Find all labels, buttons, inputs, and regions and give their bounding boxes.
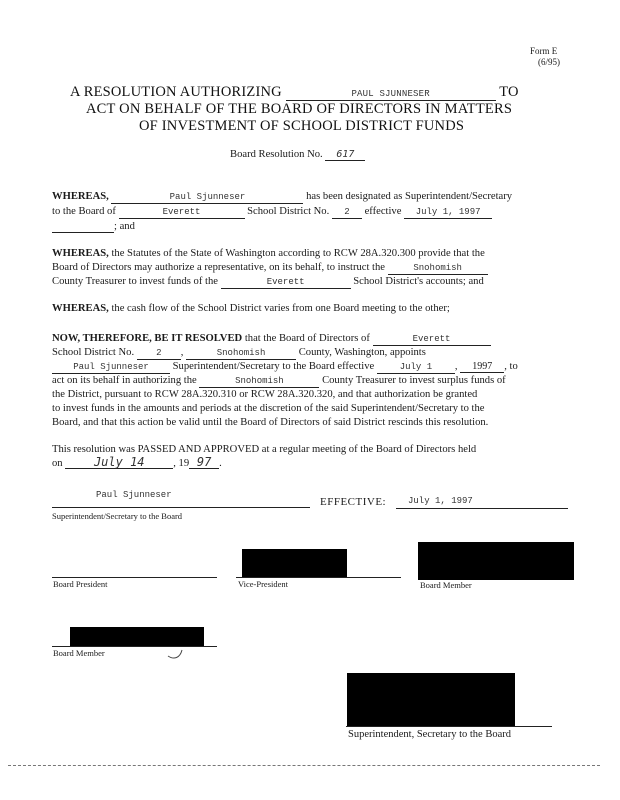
- resolved-district-no: 2: [137, 348, 181, 360]
- whereas2-text1: the Statutes of the State of Washington according to RCW 28A.320.300 provide that the: [111, 248, 485, 259]
- whereas3-lead: WHEREAS,: [52, 303, 109, 314]
- form-date: (6/95): [538, 57, 560, 67]
- title-prefix: A RESOLUTION AUTHORIZING: [70, 84, 282, 100]
- vp-label: Vice-President: [238, 579, 288, 589]
- redacted-vp-signature: [242, 549, 347, 577]
- whereas1-text1: has been designated as Superintendent/Secretary: [306, 191, 513, 202]
- whereas2-text3: County Treasurer to invest funds of the: [52, 276, 218, 287]
- whereas3-line: [52, 302, 450, 315]
- form-id: Form E: [530, 46, 558, 56]
- resolved-text3: County, Washington, appoints: [298, 347, 426, 358]
- passed-year: 97: [189, 457, 219, 469]
- resolved-text7: County Treasurer to invest surplus funds of: [322, 375, 506, 386]
- whereas2-text4: School District's accounts; and: [353, 276, 484, 287]
- resolved-board: Everett: [373, 334, 491, 346]
- resolved-effective-year: 1997: [460, 361, 504, 373]
- resolution-number-row: [230, 148, 365, 161]
- resolved-county: Snohomish: [186, 348, 296, 360]
- redacted-member2-signature: [70, 627, 204, 647]
- resolution-number: 617: [325, 149, 365, 161]
- resolved-line3: Paul Sjunneser Superintendent/Secretary to the Board effective July 1 , 1997 , to: [52, 360, 518, 374]
- title-line-1: [70, 84, 519, 101]
- whereas2-county: Snohomish: [388, 263, 488, 275]
- redacted-member-signature: [418, 542, 574, 580]
- whereas1-text3: School District No.: [247, 206, 330, 217]
- whereas2-line2: [52, 261, 488, 275]
- resolved-text6: act on its behalf in authorizing the: [52, 375, 197, 386]
- whereas1-blank: [52, 221, 114, 233]
- title-name-field: PAUL SJUNNESER: [286, 89, 496, 101]
- whereas1-text2: to the Board of: [52, 206, 116, 217]
- president-signature-line: [52, 577, 217, 578]
- resolved-county2: Snohomish: [199, 376, 319, 388]
- passed-date: July 14: [65, 457, 173, 469]
- supt-signature: Paul Sjunneser: [96, 490, 172, 500]
- member2-label: Board Member: [53, 648, 105, 658]
- title-line-3: OF INVESTMENT OF SCHOOL DISTRICT FUNDS: [139, 118, 465, 134]
- whereas1-board: Everett: [119, 207, 245, 219]
- resolved-line5: the District, pursuant to RCW 28A.320.310 or RCW 28A.320.320, and that authorization be granted: [52, 389, 478, 400]
- whereas2-line3: [52, 275, 484, 289]
- passed-19: , 19: [173, 458, 190, 469]
- resolved-line4: [52, 374, 506, 388]
- resolved-line6: to invest funds in the amounts and periods at the discretion of the said Superintendent/Secretary to the: [52, 403, 485, 414]
- resolved-effective-day: July 1: [377, 362, 455, 374]
- resolved-line1: [52, 332, 491, 346]
- resolved-text5: to: [509, 361, 518, 372]
- whereas1-lead: WHEREAS,: [52, 191, 109, 202]
- whereas1-line1: [52, 190, 512, 204]
- whereas2-district: Everett: [221, 277, 351, 289]
- title-line-2: ACT ON BEHALF OF THE BOARD OF DIRECTORS IN MATTERS: [86, 101, 513, 117]
- supt-signature-line: [52, 507, 310, 508]
- final-signature-line: [346, 726, 552, 727]
- whereas3-text1: the cash flow of the School District varies from one Board meeting to the other;: [111, 303, 450, 314]
- whereas2-line1: [52, 247, 485, 260]
- supt-label: Superintendent/Secretary to the Board: [52, 511, 183, 521]
- whereas1-effective-date: July 1, 1997: [404, 207, 492, 219]
- passed-on: on: [52, 458, 63, 469]
- whereas1-text4: effective: [364, 206, 402, 217]
- passed-line2: on July 14 , 19 97 .: [52, 455, 222, 469]
- whereas2-lead: WHEREAS,: [52, 248, 109, 259]
- president-label: Board President: [53, 579, 108, 589]
- effective-line: [396, 508, 568, 509]
- whereas1-line2: [52, 205, 492, 219]
- resolved-line7: Board, and that this action be valid until the Board of Directors of said District rescinds this resolution.: [52, 417, 489, 428]
- resolved-line2: School District No. 2 , Snohomish County, Washington, appoints: [52, 347, 426, 358]
- whereas2-text2: Board of Directors may authorize a representative, on its behalf, to instruct the: [52, 262, 385, 273]
- resolved-lead: NOW, THEREFORE, BE IT RESOLVED: [52, 333, 243, 344]
- whereas1-name: Paul Sjunneser: [111, 192, 303, 204]
- effective-label: EFFECTIVE:: [320, 496, 387, 508]
- redacted-final-signature: [347, 673, 515, 727]
- whereas1-line3: [52, 220, 135, 233]
- resolved-text1: that the Board of Directors of: [244, 333, 370, 344]
- effective-value: July 1, 1997: [408, 496, 473, 506]
- passed-line1: This resolution was PASSED AND APPROVED at a regular meeting of the Board of Directors held: [52, 444, 477, 455]
- member2-signature-line: [52, 646, 217, 647]
- stray-mark-icon: [164, 646, 186, 662]
- resolved-text4: Superintendent/Secretary to the Board effective: [172, 361, 375, 372]
- vp-signature-line: [236, 577, 401, 578]
- scan-edge-line: [8, 765, 600, 766]
- member-label: Board Member: [420, 580, 472, 590]
- whereas1-text5: ; and: [114, 221, 135, 232]
- final-label: Superintendent, Secretary to the Board: [348, 729, 511, 740]
- resolution-label: Board Resolution No.: [230, 149, 323, 160]
- resolved-text2: School District No.: [52, 347, 135, 358]
- whereas1-district-no: 2: [332, 207, 362, 219]
- title-suffix: TO: [499, 84, 519, 100]
- resolved-appointee: Paul Sjunneser: [52, 362, 170, 374]
